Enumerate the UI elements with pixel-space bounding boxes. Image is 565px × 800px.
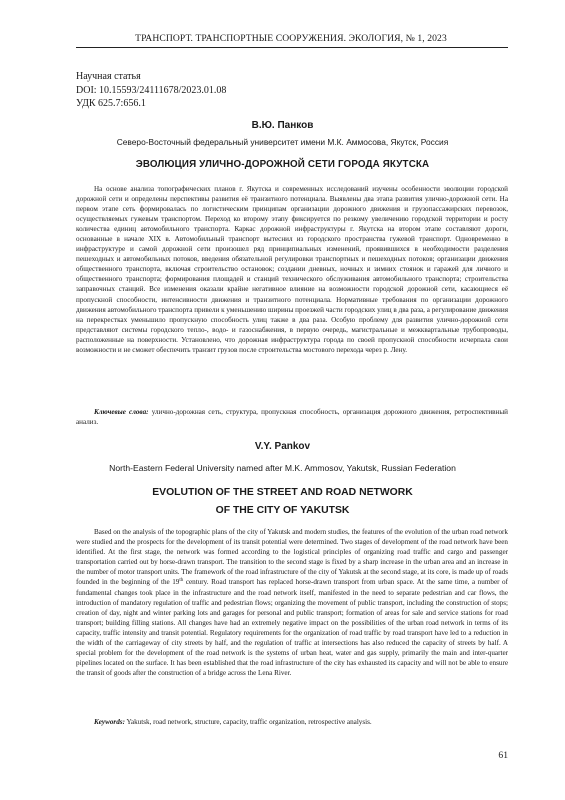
keywords-text-ru: улично-дорожная сеть, структура, пропускная способность, организация дорожного движения, ретроспективный анализ. — [76, 408, 508, 427]
abstract-en — [76, 527, 508, 678]
article-type: Научная статья — [76, 71, 141, 82]
page-number: 61 — [498, 750, 508, 761]
title-en — [60, 484, 505, 520]
affiliation-en: North-Eastern Federal University named after M.K. Ammosov, Yakutsk, Russian Federation — [109, 463, 456, 473]
article-meta — [76, 70, 226, 111]
doi[interactable]: DOI: 10.15593/24111678/2023.01.08 — [76, 84, 227, 96]
title-en-line2: OF THE CITY OF YAKUTSK — [215, 505, 350, 516]
udc: УДК 625.7:656.1 — [76, 98, 146, 110]
author-en: V.Y. Pankov — [254, 441, 311, 452]
abstract-en-part1: Based on the analysis of the topographic plans of the city of Yakutsk and modern studies, the features of the evolution of the urban road network were studied and the prospects for the development of its transit potential were determined. Two stages of development of the road network have been identified. At the first stage, the network was formed according to the logistical principles of organizing road traffic and cargo and passenger transportation carried out by horse-drawn transport. The transition to the second stage is fixed by a sharp increase in the urban area and an increase in the number of motor transport units. The framework of the road infrastructure of the city of Yakutsk at the second stage, at its core, is made up of roads founded in the beginning of the 19 — [76, 528, 508, 587]
header-rule — [76, 47, 508, 48]
abstract-en-part2: century. Road transport has replaced horse-drawn transport from urban space. At the same time, a number of fundamental changes took place in the infrastructure and the road network itself, manifested in the need to separate pedestrian and car flows, the introduction of mandatory regulation of traffic and pedestrian flows; organizing the movement of public transport, including the construction of stops; creation of day, night and winter parking lots and garages for personal and public transport; formation of areas for sale and service stations for road transport; building filling stations. All changes have had an extremely negative impact on the possibilities of the urban road network in terms of its capacity, traffic intensity and transit potential. Regulatory requirements for the organization of road traffic by road transport have led to a reduction in the width of the carriageway of city streets by half, and the regulation of traffic at intersections has also reduced the capacity of streets by half. A special problem for the development of the road network is the systems of urban heat, water and gas supply, primarily the main and inter-quarter pipelines located on the surface. It has been established that the road infrastructure of the city has exhausted its capacity and will not be able to ensure the transit of goods after the construction of a bridge across the Lena River. — [76, 578, 509, 678]
abstract-ru: На основе анализа топографических планов г. Якутска и современных исследований изучены особенности эволюции городской дорожной сети и определены перспективы развития её транзитного потенциала. Выявлены два этапа развития улично-дорожной сети. На первом этапе сеть формировалась по логистическим принципам организации дорожного движения и грузопассажирских перевозок, осуществляемых гужевым транспортом. Переход ко второму этапу фиксируется по резкому увеличению городской территории и росту количества единиц автомобильного транспорта. Каркас дорожной инфраструктуры г. Якутска на втором этапе составляют дороги, основанные в начале XIX в. Автомобильный транспорт вытеснил из городского пространства гужевой транспорт. Одновременно в инфраструктуре и самой дорожной сети произошел ряд принципиальных изменений, проявившихся в необходимости разделения пешеходных и автомобильных потоков, введения обязательной регулировки транспортных и пешеходных потоков; организации движения общественного транспорта, включая строительство остановок; создании дневных, ночных и зимних стоянок и гаражей для личного и общественного транспорта; формирования площадей и станций технического обслуживания автомобильного транспорта; строительства заправочных станций. Все изменения оказали крайне негативное влияние на возможности городской дорожной сети, касающиеся её пропускной способности, интенсивности движения и транзитного потенциала. Нормативные требования по организации дорожного движения автомобильного транспорта привели к уменьшению ширины проезжей части городских улиц в два раза, а регулирование движения на перекрестках уменьшило пропускную способность улиц также в два раза. Особую проблему для развития улично-дорожной сети представляют системы городского тепло-, водо- и газоснабжения, в первую очередь, магистральные и межквартальные трубопроводы, расположенные на поверхности. Установлено, что дорожная инфраструктура города по своей пропускной способности исчерпала свои возможности и не сможет обеспечить транзит грузов после строительства мостового перехода через р. Лену. — [76, 185, 508, 354]
affiliation-ru: Северо-Восточный федеральный университет имени М.К. Аммосова, Якутск, Россия — [116, 137, 449, 147]
keywords-label-en: Keywords: — [94, 718, 125, 726]
title-en-line1: EVOLUTION OF THE STREET AND ROAD NETWORK — [152, 487, 413, 498]
abstract-en-superscript: th — [179, 578, 184, 584]
author-ru: В.Ю. Панков — [251, 120, 314, 131]
keywords-label-ru: Ключевые слова: — [94, 408, 149, 416]
keywords-text-en: Yakutsk, road network, structure, capacity, traffic organization, retrospective analysis. — [126, 718, 372, 726]
keywords-en — [76, 717, 508, 727]
keywords-ru — [76, 407, 508, 427]
running-header: ТРАНСПОРТ. ТРАНСПОРТНЫЕ СООРУЖЕНИЯ. ЭКОЛОГИЯ, № 1, 2023 — [135, 33, 447, 44]
title-ru: ЭВОЛЮЦИЯ УЛИЧНО-ДОРОЖНОЙ СЕТИ ГОРОДА ЯКУТСКА — [135, 159, 430, 170]
